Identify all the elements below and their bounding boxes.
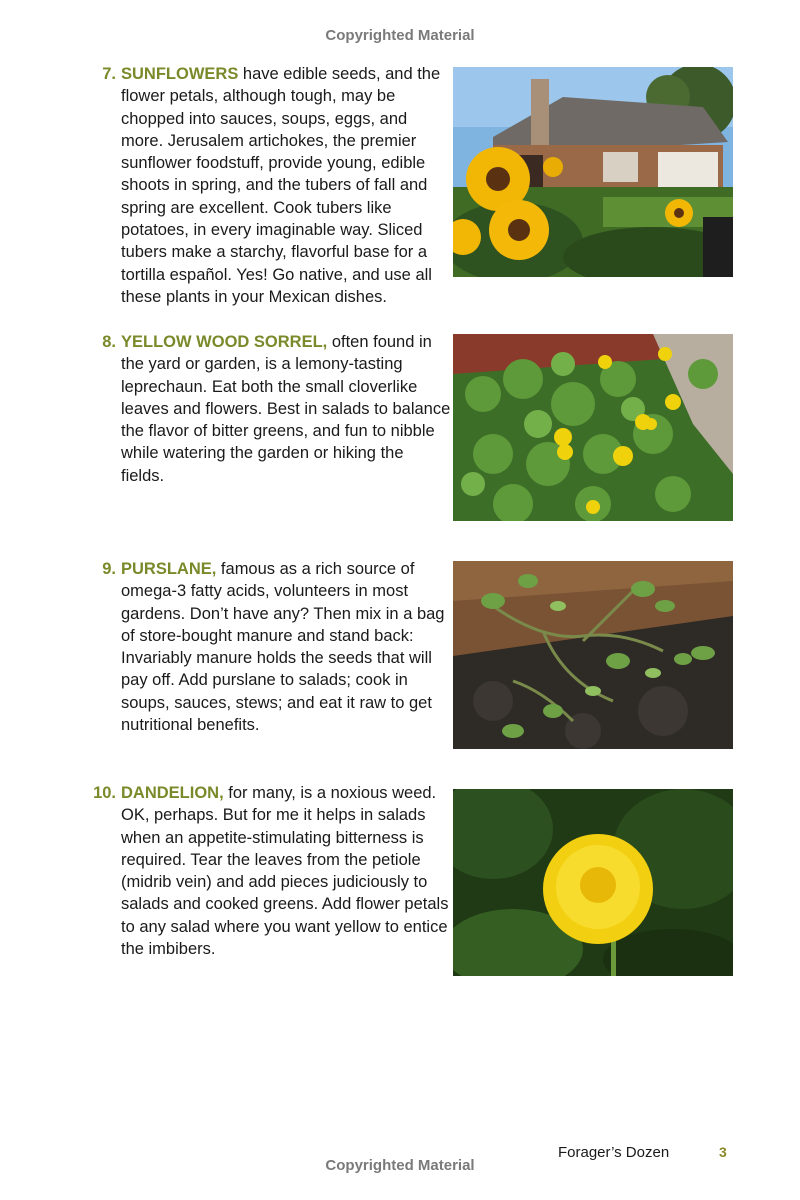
- purslane-photo: [453, 561, 733, 749]
- entry-body: famous as a rich source of omega-3 fatty acids, volunteers in most gardens. Don’t have any? Then mix in a bag of store-bought manure and stand back: Invariably manure holds the seeds that will pay off. Add purslane to salads; cook in soups, sauces, stews; and eat it raw to get nutritional benefits.: [121, 560, 445, 735]
- entry-body: for many, is a noxious weed. OK, perhaps. But for me it helps in salads when an appetite-stimulating bitterness is required. Tear the leaves from the petiole (midrib vein) and add pieces judiciously to salads and cooked greens. Add flower petals to any salad where you want yellow to entice the imbibers.: [121, 784, 449, 959]
- entry-text: [102, 331, 451, 487]
- entry-dandelion: [0, 782, 800, 976]
- entry-purslane: [0, 558, 800, 748]
- entry-body: often found in the yard or garden, is a lemony-tasting leprechaun. Eat both the small cloverlike leaves and flowers. Best in salads to balance the flavor of bitter greens, and fun to nibble while watering the garden or hiking the fields.: [121, 333, 451, 485]
- entry-text: [93, 782, 451, 960]
- entry-number: 7.: [102, 65, 116, 83]
- yellow-wood-sorrel-photo: [453, 334, 733, 521]
- sunflowers-photo: [453, 67, 733, 277]
- entry-sunflowers: [0, 63, 800, 308]
- entry-yellow-wood-sorrel: [0, 331, 800, 521]
- watermark-top: Copyrighted Material: [325, 27, 475, 44]
- entry-number: 10.: [93, 784, 116, 802]
- entry-number: 9.: [102, 560, 116, 578]
- entry-heading: PURSLANE,: [121, 560, 217, 578]
- entry-heading: SUNFLOWERS: [121, 65, 239, 83]
- entry-heading: YELLOW WOOD SORREL,: [121, 333, 328, 351]
- entry-text: [102, 558, 451, 736]
- entry-heading: DANDELION,: [121, 784, 224, 802]
- entry-text: [102, 63, 451, 308]
- footer-book-title: Forager’s Dozen: [558, 1144, 670, 1161]
- dandelion-photo: [453, 789, 733, 976]
- footer-page-number: 3: [719, 1144, 727, 1160]
- watermark-bottom: Copyrighted Material: [325, 1157, 475, 1174]
- entry-body: have edible seeds, and the flower petals, although tough, may be chopped into sauces, soups, eggs, and more. Jerusalem artichokes, the premier sunflower foodstuff, provide young, edible shoots in spring, and the tubers of fall and spring are excellent. Cook tubers like potatoes, in every imaginable way. Sliced tubers make a starchy, flavorful base for a tortilla español. Yes! Go native, and use all these plants in your Mexican dishes.: [121, 65, 441, 306]
- entry-number: 8.: [102, 333, 116, 351]
